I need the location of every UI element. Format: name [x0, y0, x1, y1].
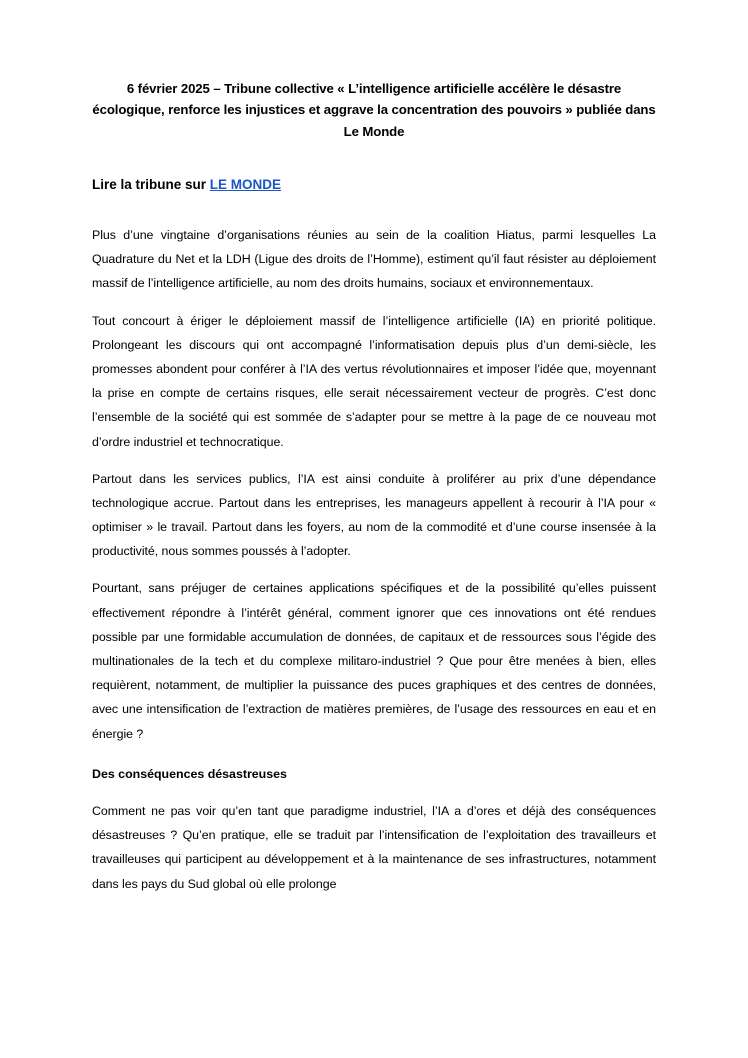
paragraph: Pourtant, sans préjuger de certaines applications spécifiques et de la possibilité qu’elles puissent effectivement répondre à l’intérêt général, comment ignorer que ces innovations ont été rendues possible par une formidable accumulation de données, de capitaux et de ressources sous l’égide des multinationales de la tech et du complexe militaro-industriel ? Que pour être menées à bien, elles requièrent, notamment, de multiplier la puissance des puces graphiques et des centres de données, avec une intensification de l’extraction de matières premières, de l’usage des ressources en eau et en énergie ? — [92, 581, 656, 741]
document-content — [92, 78, 656, 896]
read-tribune-line — [92, 176, 656, 195]
paragraph: Tout concourt à ériger le déploiement massif de l’intelligence artificielle (IA) en priorité politique. Prolongeant les discours qui ont accompagné l’informatisation depuis plus d’un demi-siècle, les promesses abondent pour conférer à l’IA des vertus révolutionnaires et imposer l’idée que, moyennant la prise en compte de certains risques, elle serait nécessairement vecteur de progrès. C’est donc l’ensemble de la société qui est sommée de s’adapter pour se mettre à la page de ce nouveau mot d’ordre industriel et technocratique. — [92, 313, 656, 449]
page-title: 6 février 2025 – Tribune collective « L’intelligence artificielle accélère le désastre écologique, renforce les injustices et aggrave la concentration des pouvoirs » publiée dans Le Monde — [92, 81, 656, 139]
paragraph: Plus d’une vingtaine d’organisations réunies au sein de la coalition Hiatus, parmi lesquelles La Quadrature du Net et la LDH (Ligue des droits de l’Homme), estiment qu’il faut résister au déploiement massif de l’intelligence artificielle, au nom des droits humains, sociaux et environnementaux. — [92, 228, 656, 291]
paragraph: Partout dans les services publics, l’IA est ainsi conduite à proliférer au prix d’une dépendance technologique accrue. Partout dans les entreprises, les manageurs appellent à recourir à l’IA pour « optimiser » le travail. Partout dans les foyers, au nom de la commodité et d’une course insensée à la productivité, nous sommes poussés à l’adopter. — [92, 471, 656, 559]
paragraph: Comment ne pas voir qu’en tant que paradigme industriel, l’IA a d’ores et déjà des conséquences désastreuses ? Qu’en pratique, elle se traduit par l’intensification de l’exploitation des travailleurs et travailleuses qui participent au développement et à la maintenance de ses infrastructures, notamment dans les pays du Sud global où elle prolonge — [92, 803, 656, 891]
le-monde-link[interactable]: LE MONDE — [209, 177, 282, 193]
section-heading: Des conséquences désastreuses — [92, 766, 287, 781]
read-tribune-prefix: Lire la tribune sur — [92, 177, 210, 193]
